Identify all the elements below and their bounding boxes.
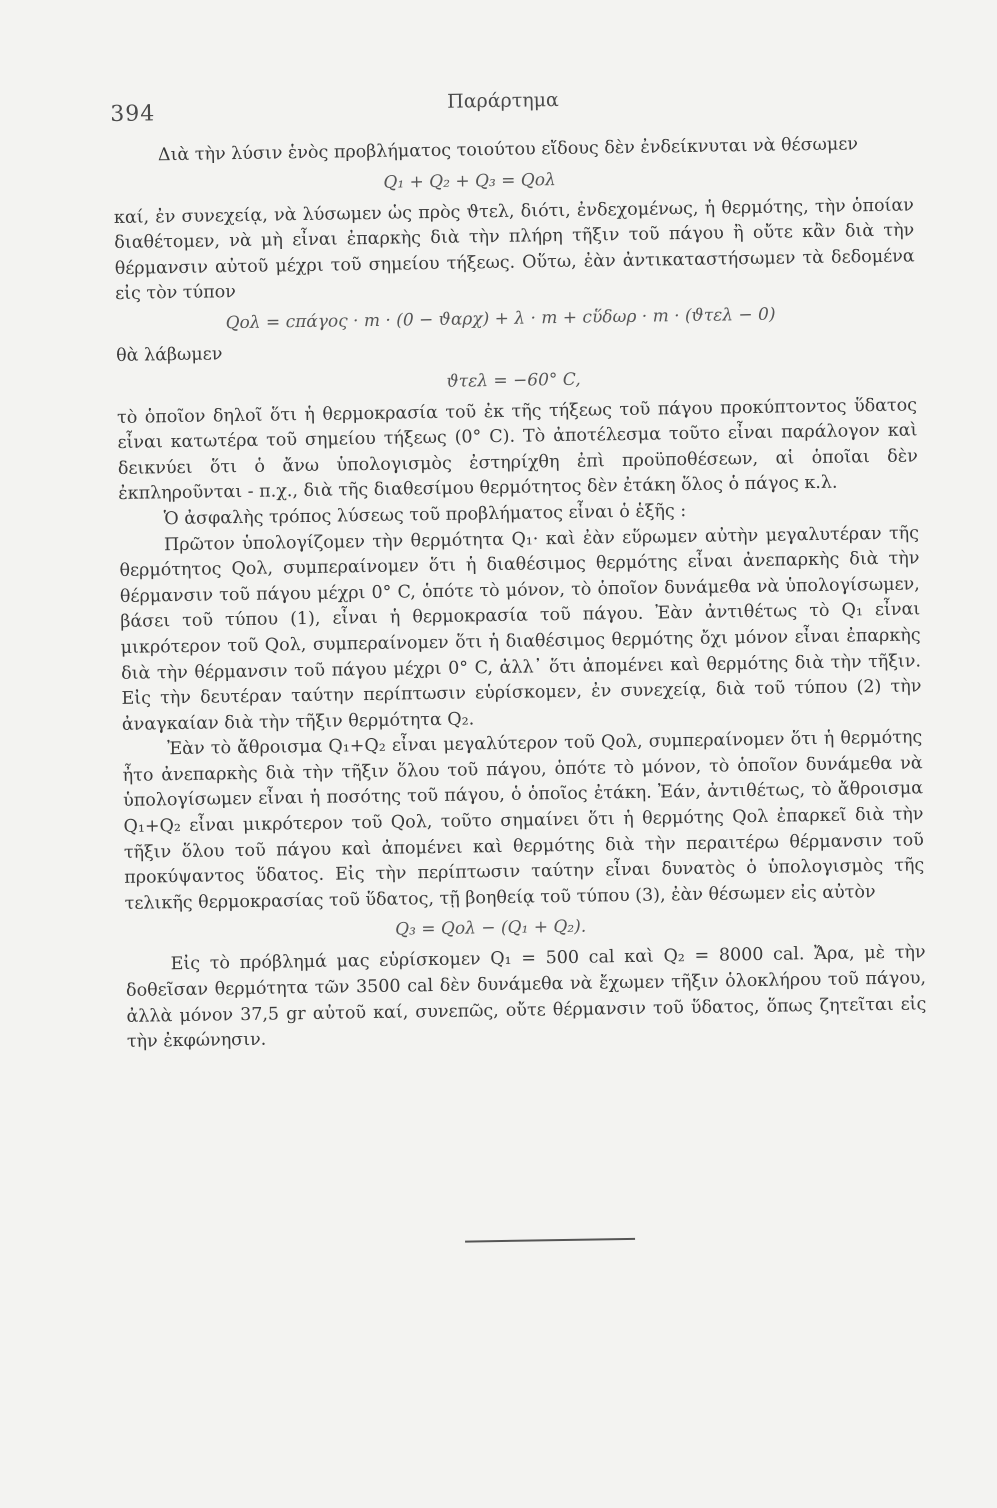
paragraph-safe-method: Ὁ ἀσφαλὴς τρόπος λύσεως τοῦ προβλήματος εἶναι ὁ ἑξῆς : — [163, 500, 687, 530]
page-number: 394 — [110, 101, 156, 128]
running-head: Παράρτημα — [446, 88, 559, 113]
equation-final-temperature: ϑτελ = −60° C, — [446, 369, 581, 392]
footer-rule — [465, 1238, 635, 1243]
paragraph-solve-note: καί, ἐν συνεχείᾳ, νὰ λύσωμεν ὡς πρὸς ϑτελ, διότι, ἐνδεχομένως, ἡ θερμότης, τὴν ὁποίαν διαθέτομεν, νὰ μὴ εἶναι ἐπαρκὴς διὰ τὴν πλήρη τῆξιν τοῦ πάγου ἢ οὔτε κἂν διὰ τὴν θέρμανσιν αὐτοῦ μέχρι τοῦ σημείου τήξεως. Οὕτω, ἐὰν ἀντικαταστήσωμεν τὰ δεδομένα εἰς τὸν τύπον — [113, 195, 915, 305]
paragraph-first-step: Πρῶτον ὑπολογίζομεν τὴν θερμότητα Q₁· καὶ ἐὰν εὕρωμεν αὐτὴν μεγαλυτέραν τῆς θερμότητος Qολ, συμπεραίνομεν ὅτι ἡ διαθέσιμος θερμότης εἶναι ἀνεπαρκὴς διὰ τὴν θέρμανσιν τοῦ πάγου μέχρι 0° C, ὁπότε τὸ μόνον, τὸ ὁποῖον δυνάμεθα νὰ ὑπολογίσωμεν, βάσει τοῦ τύπου (1), εἶναι ἡ θερμοκρασία τοῦ πάγου. Ἐὰν ἀντιθέτως τὸ Q₁ εἶναι μικρότερον τοῦ Qολ, συμπεραίνομεν ὅτι ἡ διαθέσιμος θερμότης ὄχι μόνον εἶναι ἐπαρκὴς διὰ τὴν θέρμανσιν τοῦ πάγου μέχρι 0° C, ἀλλ᾽ ὅτι ἀπομένει καὶ θερμότης διὰ τὴν τῆξιν. Εἰς τὴν δευτέραν ταύτην περίπτωσιν εὑρίσκομεν, ἐν συνεχείᾳ, διὰ τοῦ τύπου (2) τὴν ἀναγκαίαν διὰ τὴν τῆξιν θερμότητα Q₂. — [119, 522, 922, 735]
paragraph-conclusion: Εἰς τὸ πρόβλημά μας εὑρίσκομεν Q₁ = 500 cal καὶ Q₂ = 8000 cal. Ἄρα, μὲ τὴν δοθεῖσαν θερμότητα τῶν 3500 cal δὲν δυνάμεθα νὰ ἔχωμεν τῆξιν ὁλοκλήρου τοῦ πάγου, ἀλλὰ μόνον 37,5 gr αὐτοῦ καί, συνεπῶς, οὔτε θέρμανσιν τοῦ ὕδατος, ὅπως ζητεῖται εἰς τὴν ἐκφώνησιν. — [125, 942, 927, 1053]
paragraph-sum-case: Ἐὰν τὸ ἄθροισμα Q₁+Q₂ εἶναι μεγαλύτερον τοῦ Qολ, συμπεραίνομεν ὅτι ἡ θερμότης ἦτο ἀνεπαρκὴς διὰ τὴν τῆξιν ὅλου τοῦ πάγου, ὁπότε τὸ μόνον, τὸ ὁποῖον δυνάμεθα νὰ ὑπολογίσωμεν εἶναι ἡ ποσότης τοῦ πάγου, ὁ ὁποῖος ἐτάκη. Ἐάν, ἀντιθέτως, τὸ ἄθροισμα Q₁+Q₂ εἶναι μικρότερον τοῦ Qολ, τοῦτο σημαίνει ὅτι ἡ θερμότης Qολ ἐπαρκεῖ διὰ τὴν τῆξιν ὅλου τοῦ πάγου καὶ ἀπομένει καὶ θερμότης διὰ τὴν περαιτέρω θέρμανσιν τοῦ προκύψαντος ὕδατος. Εἰς τὴν περίπτωσιν ταύτην εἶναι δυνατὸς ὁ ὑπολογισμὸς τῆς τελικῆς θερμοκρασίας τοῦ ὕδατος, τῇ βοηθείᾳ τοῦ τύπου (3), ἐὰν θέσωμεν εἰς αὐτὸν — [122, 727, 925, 914]
paragraph-absurd-result: τὸ ὁποῖον δηλοῖ ὅτι ἡ θερμοκρασία τοῦ ἐκ τῆς τήξεως τοῦ πάγου προκύπτοντος ὕδατος εἶναι κατωτέρα τοῦ σημείου τήξεως (0° C). Τὸ ἀποτέλεσμα τοῦτο εἶναι παράλογον καὶ δεικνύει ὅτι ὁ ἄνω ὑπολογισμὸς ἐστηρίχθη ἐπὶ προϋποθέσεων, αἱ ὁποῖαι δὲν ἐκπληροῦνται - π.χ., διὰ τῆς διαθεσίμου θερμότητος δὲν ἐτάκη ὅλος ὁ πάγος κ.λ. — [116, 394, 918, 505]
body-text — [113, 131, 927, 1055]
paragraph-we-get: θὰ λάβωμεν — [115, 344, 223, 366]
equation-total-heat: Qολ = cπάγος · m · (0 − ϑαρχ) + λ · m + cὕδωρ · m · (ϑτελ − 0) — [225, 304, 776, 334]
paragraph-intro: Διὰ τὴν λύσιν ἑνὸς προβλήματος τοιούτου εἴδους δὲν ἐνδείκνυται νὰ θέσωμεν — [157, 134, 859, 166]
equation-q3: Q₃ = Qολ − (Q₁ + Q₂). — [395, 917, 587, 941]
equation-heat-sum: Q₁ + Q₂ + Q₃ = Qολ — [383, 169, 556, 193]
